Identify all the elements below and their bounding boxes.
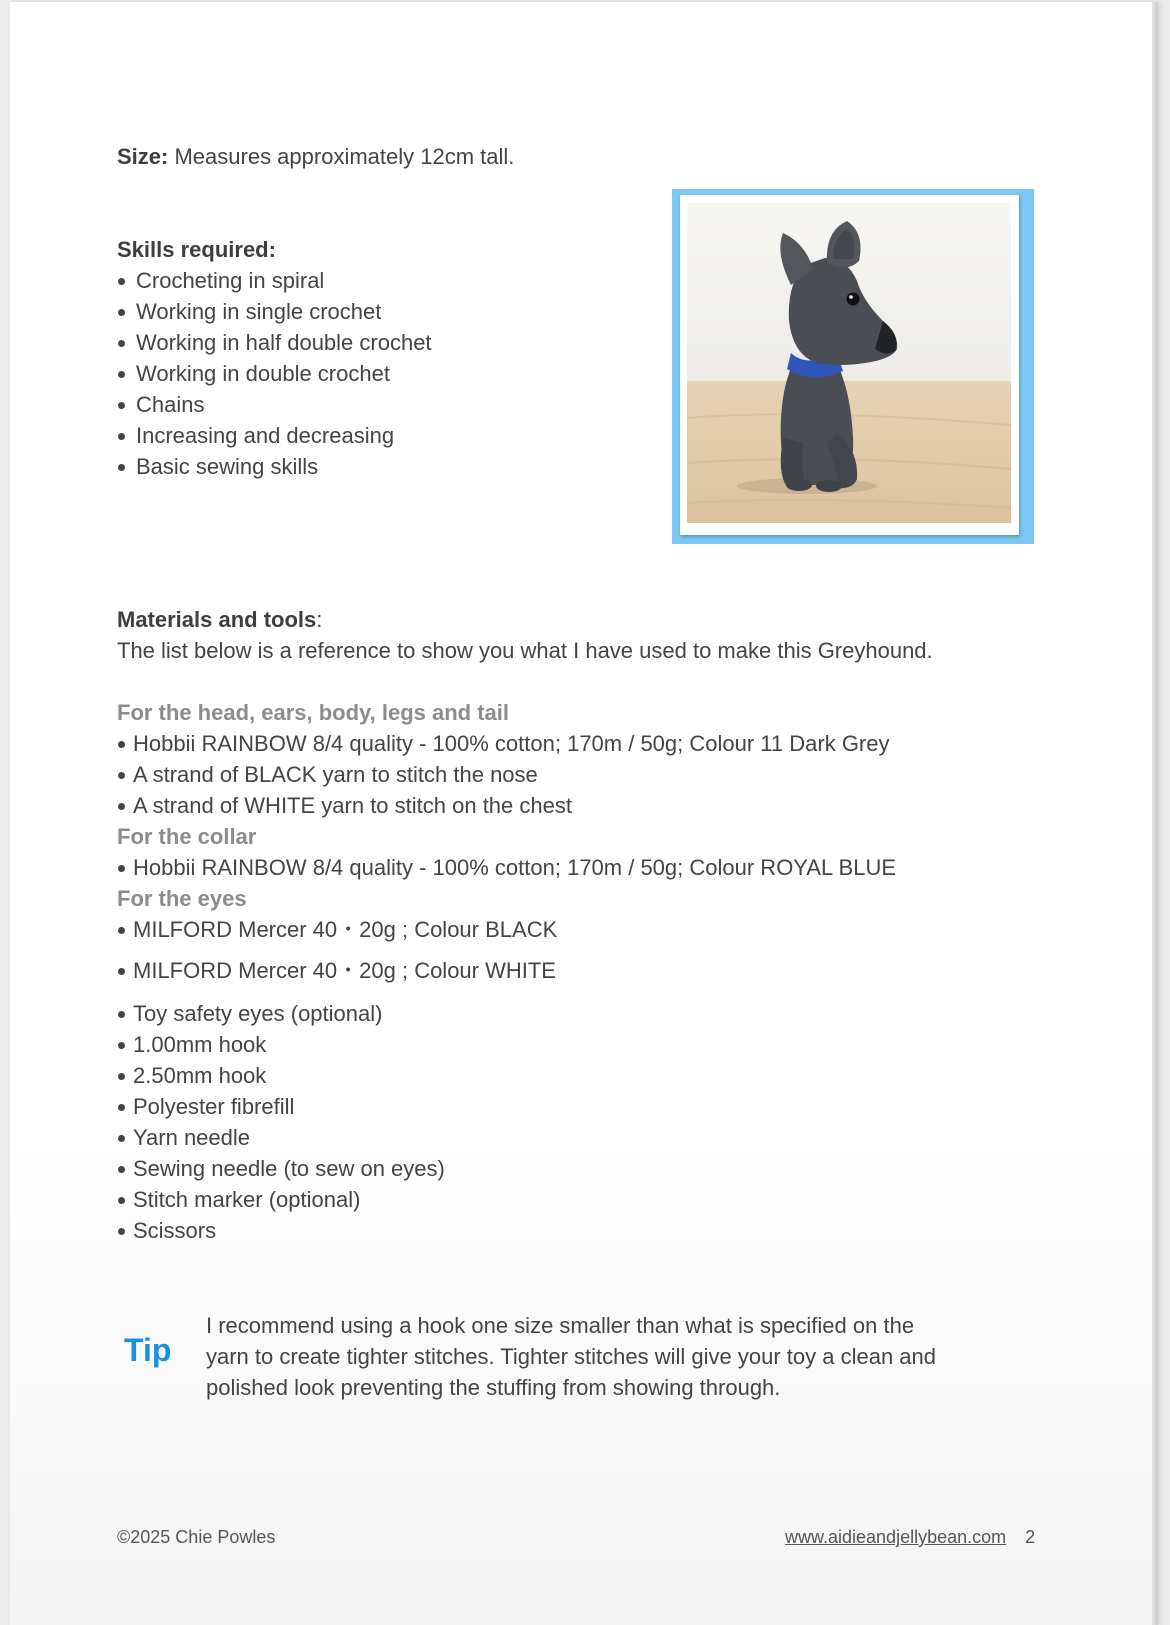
list-item: MILFORD Mercer 40・20g ; Colour WHITE — [117, 955, 896, 986]
document-page — [10, 2, 1158, 1625]
list-item: Sewing needle (to sew on eyes) — [117, 1153, 896, 1184]
skills-heading: Skills required: — [117, 237, 276, 262]
list-item: Increasing and decreasing — [117, 420, 432, 451]
size-text: Measures approximately 12cm tall. — [168, 144, 515, 169]
list-item: A strand of BLACK yarn to stitch the nose — [117, 759, 896, 790]
list-item: Hobbii RAINBOW 8/4 quality - 100% cotton; 170m / 50g; Colour 11 Dark Grey — [117, 728, 896, 759]
tip-label: Tip — [124, 1332, 172, 1368]
list-item: Stitch marker (optional) — [117, 1184, 896, 1215]
list-item: MILFORD Mercer 40・20g ; Colour BLACK — [117, 914, 896, 945]
materials-groups — [117, 697, 896, 1246]
group-heading-head: For the head, ears, body, legs and tail — [117, 700, 510, 725]
list-item: Working in half double crochet — [117, 327, 432, 358]
list-item: 2.50mm hook — [117, 1060, 896, 1091]
list-item: Toy safety eyes (optional) — [117, 998, 896, 1029]
skills-section — [117, 234, 432, 482]
skills-list — [117, 265, 432, 482]
list-item: Basic sewing skills — [117, 451, 432, 482]
group-list-collar — [117, 852, 896, 883]
tip-line: yarn to create tighter stitches. Tighter stitches will give your toy a clean and — [206, 1344, 937, 1369]
list-item: Chains — [117, 389, 432, 420]
footer-copyright: ©2025 Chie Powles — [117, 1527, 276, 1547]
photo-mat — [680, 195, 1019, 535]
list-item: Working in single crochet — [117, 296, 432, 327]
group-list-head — [117, 728, 896, 821]
materials-section — [117, 604, 933, 666]
list-item: Scissors — [117, 1215, 896, 1246]
page-number: 2 — [1025, 1527, 1036, 1547]
tip-line: polished look preventing the stuffing from showing through. — [206, 1375, 781, 1400]
group-heading-collar: For the collar — [117, 824, 257, 849]
size-line — [117, 141, 514, 172]
materials-heading: Materials and tools — [117, 607, 317, 632]
list-item: Hobbii RAINBOW 8/4 quality - 100% cotton; 170m / 50g; Colour ROYAL BLUE — [117, 852, 896, 883]
list-item: Yarn needle — [117, 1122, 896, 1153]
tools-list — [117, 998, 896, 1246]
list-item: Working in double crochet — [117, 358, 432, 389]
greyhound-photo — [687, 203, 1011, 523]
materials-colon: : — [316, 607, 323, 632]
group-heading-eyes: For the eyes — [117, 886, 247, 911]
list-item: Polyester fibrefill — [117, 1091, 896, 1122]
photo-frame — [672, 189, 1034, 544]
size-label: Size: — [117, 144, 169, 169]
footer-url-link[interactable]: www.aidieandjellybean.com — [785, 1527, 1007, 1547]
materials-intro: The list below is a reference to show you what I have used to make this Greyhound. — [117, 638, 933, 663]
page-edge-shadow — [1152, 2, 1158, 1625]
list-item: 1.00mm hook — [117, 1029, 896, 1060]
materials-heading-line — [117, 604, 933, 635]
list-item: A strand of WHITE yarn to stitch on the chest — [117, 790, 896, 821]
tip-line: I recommend using a hook one size smaller than what is specified on the — [206, 1313, 915, 1338]
footer-right — [785, 1527, 1035, 1548]
tip-text — [206, 1310, 936, 1403]
greyhound-illustration — [687, 203, 1011, 523]
list-item: Crocheting in spiral — [117, 265, 432, 296]
group-list-eyes — [117, 914, 896, 986]
